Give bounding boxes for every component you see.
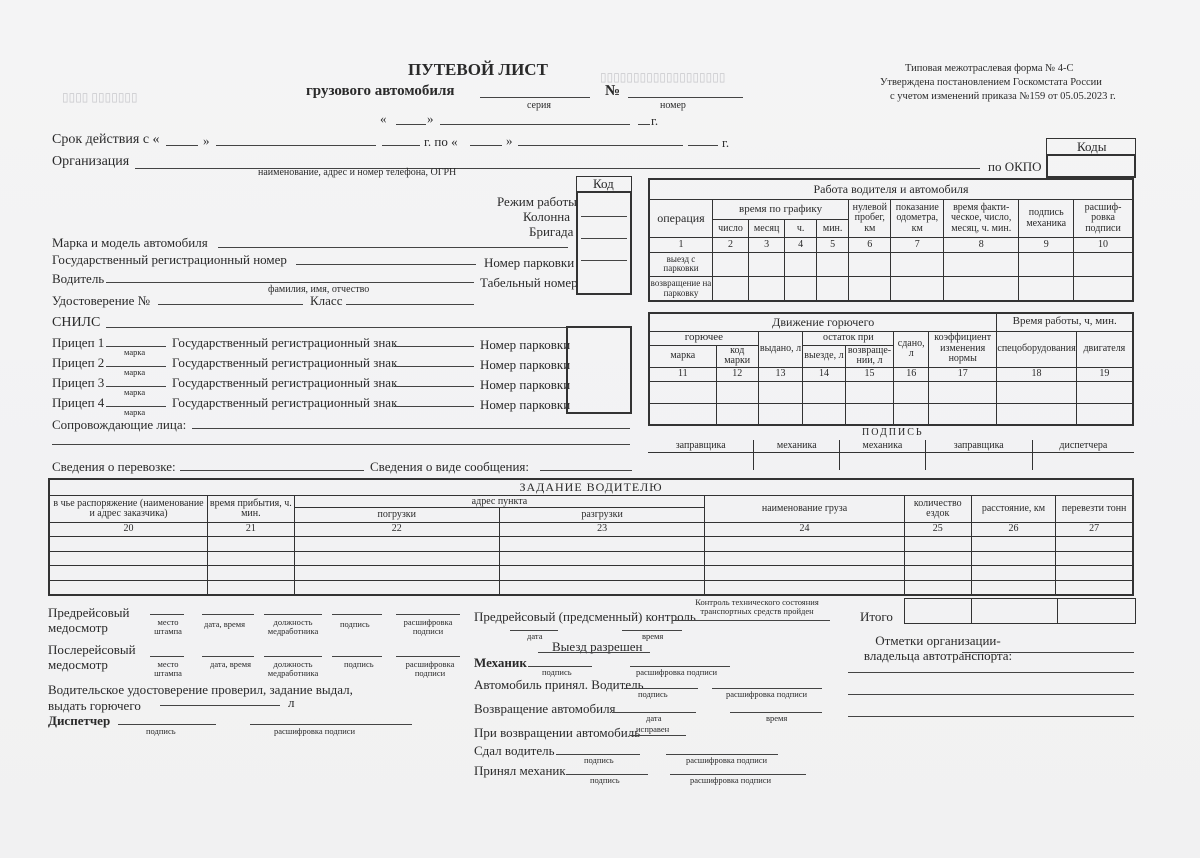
cell[interactable]	[49, 580, 208, 595]
premed-label: Предрейсовый медосмотр	[48, 605, 130, 635]
row-return: возвращение на парковку	[649, 277, 712, 301]
cell[interactable]	[499, 537, 704, 552]
hint-date: дата	[646, 713, 662, 723]
trailer4-number[interactable]	[394, 406, 474, 407]
park-number-label: Номер парковки	[480, 337, 571, 352]
marka-hint: марка	[124, 387, 146, 397]
hint-sign: подпись	[146, 726, 176, 736]
hint-decode: расшифровка подписи	[690, 775, 772, 785]
class-field[interactable]	[346, 304, 474, 305]
col-num: 8	[944, 238, 1019, 252]
page-title: ПУТЕВОЙ ЛИСТ	[408, 60, 548, 79]
marks-line[interactable]	[962, 652, 1134, 653]
kod-header: Код	[576, 176, 632, 192]
col-schedule: время по графику	[712, 199, 848, 219]
handed-driver-label: Сдал водитель	[474, 743, 555, 758]
postmed-label: Послерейсовый медосмотр	[48, 642, 136, 672]
hint-sign: подпись	[584, 755, 614, 765]
task-table	[48, 478, 1134, 596]
cell[interactable]	[849, 277, 891, 301]
cell[interactable]	[997, 381, 1076, 403]
bleed-text: ▯▯▯▯ ▯▯▯▯▯▯▯	[62, 90, 138, 104]
cell[interactable]	[845, 403, 894, 425]
sign-cell[interactable]	[925, 452, 1032, 470]
fuel-issue-field[interactable]	[160, 705, 280, 706]
cell[interactable]	[208, 566, 295, 581]
col-num: 26	[971, 522, 1056, 537]
tech-state-label: Контроль технического состояния транспортных средств пройден	[695, 597, 819, 616]
cell[interactable]	[49, 537, 208, 552]
message-info-field[interactable]	[540, 470, 632, 471]
cell[interactable]	[758, 381, 802, 403]
car-model-label: Марка и модель автомобиля	[52, 235, 208, 250]
okpo-label: по ОКПО	[988, 159, 1042, 174]
serviceable-label: исправен	[636, 724, 670, 734]
cell[interactable]	[944, 252, 1019, 276]
cell[interactable]	[712, 277, 748, 301]
sign-mechanic: механика	[754, 440, 840, 452]
cell[interactable]	[1074, 252, 1133, 276]
companions-field-2[interactable]	[52, 444, 630, 445]
premed-stamp[interactable]	[150, 614, 184, 615]
col-operation: операция	[649, 199, 712, 238]
kod-box[interactable]	[576, 191, 632, 295]
state-number-field[interactable]	[296, 264, 476, 265]
dispatcher-sign[interactable]	[118, 724, 216, 725]
signatures-table	[648, 440, 1134, 470]
trailer-code-box[interactable]	[566, 326, 632, 414]
col-num: 2	[712, 238, 748, 252]
gos-znak-label: Государственный регистрационный знак	[172, 375, 398, 390]
cell[interactable]	[294, 551, 499, 566]
cell[interactable]	[705, 566, 905, 581]
message-info-label: Сведения о виде сообщения:	[370, 459, 530, 474]
hint-position: должность медработника	[267, 617, 319, 636]
companions-field[interactable]	[192, 428, 630, 429]
col-day: число	[712, 220, 748, 238]
year-suffix: г.	[722, 135, 730, 150]
col-num: 18	[997, 367, 1076, 381]
col-tons: перевезти тонн	[1056, 496, 1133, 523]
snils-label: СНИЛС	[52, 315, 101, 330]
col-issued: выдано, л	[758, 331, 802, 367]
cell[interactable]	[803, 381, 845, 403]
col-month: месяц	[749, 220, 785, 238]
sign-refueler: заправщика	[925, 440, 1032, 452]
nomer-label: номер	[660, 100, 686, 111]
driver-hint: фамилия, имя, отчество	[268, 284, 370, 295]
hint-decode: расшифровка подписи	[726, 689, 808, 699]
cell[interactable]	[891, 252, 944, 276]
class-label: Класс	[310, 293, 343, 308]
col-num: 14	[803, 367, 845, 381]
cell[interactable]	[894, 403, 929, 425]
car-return-label: Возвращение автомобиля	[474, 701, 616, 716]
hint-sign: подпись	[542, 667, 572, 677]
transport-info-field[interactable]	[180, 470, 364, 471]
total-box[interactable]	[904, 598, 1136, 624]
hint-decode: расшифровка подписи	[405, 659, 455, 678]
col-num: 20	[49, 522, 208, 537]
col-zero-run: нулевой пробег, км	[849, 199, 891, 238]
cell[interactable]	[49, 551, 208, 566]
marka-hint: марка	[124, 407, 146, 417]
cell[interactable]	[499, 551, 704, 566]
col-num: 23	[499, 522, 704, 537]
state-number-label: Государственный регистрационный номер	[52, 252, 287, 267]
col-special: спецоборудования	[997, 331, 1076, 367]
trailer1-label: Прицеп 1	[52, 335, 105, 350]
cell[interactable]	[849, 252, 891, 276]
hint-sign: подпись	[590, 775, 620, 785]
gos-znak-label: Государственный регистрационный знак	[172, 355, 398, 370]
hint-place: место штампа	[154, 659, 182, 678]
cell[interactable]	[971, 566, 1056, 581]
col-num: 22	[294, 522, 499, 537]
col-customer: в чье распоряжение (наименование и адрес заказчика)	[49, 496, 208, 523]
license-field[interactable]	[158, 304, 303, 305]
col-code: код марки	[716, 345, 758, 367]
cell[interactable]	[1056, 566, 1133, 581]
park-number-label: Номер парковки	[480, 357, 571, 372]
cell[interactable]	[294, 580, 499, 595]
col-odometer: показание одометра, км	[891, 199, 944, 238]
fuel-title: Движение горючего	[649, 313, 997, 331]
fuel-table	[648, 312, 1134, 426]
sign-cell[interactable]	[648, 452, 754, 470]
col-num: 12	[716, 367, 758, 381]
dispatcher-decode[interactable]	[250, 724, 412, 725]
marks-label: Отметки организации-владельца автотранспорта:	[863, 633, 1013, 663]
col-num: 4	[785, 238, 817, 252]
cell[interactable]	[294, 537, 499, 552]
cell[interactable]	[649, 403, 716, 425]
bleed-text: ▯▯▯▯▯▯▯▯▯▯▯▯▯▯▯▯▯▯▯	[600, 70, 726, 84]
postmed-datetime[interactable]	[202, 656, 254, 657]
hint-sign: подпись	[638, 689, 668, 699]
marks-line[interactable]	[848, 716, 1134, 717]
dispatcher-label: Диспетчер	[48, 713, 111, 728]
marka-hint: марка	[124, 347, 146, 357]
col-min: мин.	[817, 220, 849, 238]
snils-field[interactable]	[106, 327, 631, 328]
col-coef: коэффициент изменения нормы	[929, 331, 997, 367]
col-decode: расшиф-ровка подписи	[1074, 199, 1133, 238]
cell[interactable]	[1076, 381, 1133, 403]
col-num: 16	[894, 367, 929, 381]
hint-time: время	[642, 631, 664, 641]
sign-dispatcher: диспетчера	[1032, 440, 1134, 452]
col-num: 19	[1076, 367, 1133, 381]
cell[interactable]	[705, 551, 905, 566]
postmed-position[interactable]	[264, 656, 322, 657]
cell[interactable]	[904, 566, 971, 581]
premed-position[interactable]	[264, 614, 322, 615]
form-name: Типовая межотраслевая форма № 4-С	[905, 63, 1074, 74]
organization-label: Организация	[52, 154, 130, 169]
col-num: 3	[749, 238, 785, 252]
col-marka: марка	[649, 345, 716, 367]
on-return-field[interactable]	[630, 735, 686, 736]
premed-decode[interactable]	[396, 614, 460, 615]
gos-znak-label: Государственный регистрационный знак	[172, 335, 398, 350]
hint-datetime: дата, время	[204, 619, 246, 629]
trailer2-label: Прицеп 2	[52, 355, 105, 370]
col-num: 21	[208, 522, 295, 537]
col-arrival: время прибытия, ч. мин.	[208, 496, 295, 523]
hint-decode: расшифровка подписи	[274, 726, 356, 736]
cell[interactable]	[971, 580, 1056, 595]
driver-field[interactable]	[106, 282, 474, 283]
gos-znak-label: Государственный регистрационный знак	[172, 395, 398, 410]
validity-to: г. по «	[424, 134, 458, 149]
car-accepted-label: Автомобиль принял. Водитель	[474, 677, 644, 692]
transport-info-label: Сведения о перевозке:	[52, 459, 176, 474]
pre-control-field[interactable]	[672, 620, 830, 621]
validity-month-field[interactable]	[216, 145, 376, 146]
trailer4-label: Прицеп 4	[52, 395, 105, 410]
cell[interactable]	[208, 551, 295, 566]
postmed-stamp[interactable]	[150, 656, 184, 657]
sign-mechanic: механика	[840, 440, 926, 452]
cell[interactable]	[1076, 403, 1133, 425]
cell[interactable]	[971, 551, 1056, 566]
trailer3-number[interactable]	[394, 386, 474, 387]
hint-decode: расшифровка подписи	[686, 755, 768, 765]
marks-line[interactable]	[848, 672, 1134, 673]
col-rest-exit: выезде, л	[803, 345, 845, 367]
cell[interactable]	[499, 580, 704, 595]
total-label: Итого	[860, 609, 893, 624]
cell[interactable]	[891, 277, 944, 301]
mode-label: Режим работы	[497, 194, 577, 209]
col-actual: время факти-ческое, число, месяц, ч. мин.	[944, 199, 1019, 238]
cell[interactable]	[749, 277, 785, 301]
cell[interactable]	[1019, 252, 1074, 276]
hint-decode: расшифровка подписи	[403, 617, 453, 636]
license-label: Удостоверение №	[52, 293, 151, 308]
col-num: 5	[817, 238, 849, 252]
quote: »	[506, 133, 513, 148]
cell[interactable]	[758, 403, 802, 425]
col-num: 1	[649, 238, 712, 252]
col-rest: остаток при	[803, 331, 894, 345]
cell[interactable]	[904, 580, 971, 595]
number-sign: №	[605, 83, 621, 99]
hint-position: должность медработника	[267, 659, 319, 678]
checked-label: Водительское удостоверение проверил, задание выдал, выдать горючего	[48, 682, 353, 713]
liters-label: л	[288, 695, 295, 710]
car-model-field[interactable]	[218, 247, 568, 248]
premed-datetime[interactable]	[202, 614, 254, 615]
col-mech-sign: подпись механика	[1019, 199, 1074, 238]
cell[interactable]	[845, 381, 894, 403]
col-num: 24	[705, 522, 905, 537]
col-unloading: разгрузки	[499, 508, 704, 523]
marks-line[interactable]	[848, 694, 1134, 695]
cell[interactable]	[712, 252, 748, 276]
col-num: 27	[1056, 522, 1133, 537]
trailer2-number[interactable]	[394, 366, 474, 367]
on-return-label: При возвращении автомобиль	[474, 725, 641, 740]
col-num: 11	[649, 367, 716, 381]
col-engine: двигателя	[1076, 331, 1133, 367]
cell[interactable]	[803, 403, 845, 425]
validity-to-year[interactable]	[688, 145, 718, 146]
col-num: 15	[845, 367, 894, 381]
park-number-label: Номер парковки	[480, 377, 571, 392]
cell[interactable]	[1074, 277, 1133, 301]
trailer3-label: Прицеп 3	[52, 375, 105, 390]
col-rides: количество ездок	[904, 496, 971, 523]
form-amend: с учетом изменений приказа №159 от 05.05.2023 г.	[890, 91, 1116, 102]
cell[interactable]	[894, 381, 929, 403]
driver-label: Водитель	[52, 271, 105, 286]
col-distance: расстояние, км	[971, 496, 1056, 523]
codes-header: Коды	[1046, 138, 1136, 155]
cell[interactable]	[1056, 551, 1133, 566]
validity-to-day[interactable]	[470, 145, 502, 146]
park-number-label: Номер парковки	[484, 255, 575, 270]
seria-label: серия	[527, 100, 551, 111]
trailer1-number[interactable]	[394, 346, 474, 347]
cell[interactable]	[929, 403, 997, 425]
col-num: 6	[849, 238, 891, 252]
cell[interactable]	[716, 403, 758, 425]
cell[interactable]	[208, 580, 295, 595]
column-label: Колонна	[523, 209, 571, 224]
validity-year-field[interactable]	[382, 145, 420, 146]
mechanic-label: Механик	[474, 655, 527, 670]
col-rest-return: возвраще-нии, л	[845, 345, 894, 367]
work-title: Работа водителя и автомобиля	[649, 179, 1133, 199]
cell[interactable]	[785, 252, 817, 276]
cell[interactable]	[499, 566, 704, 581]
cell[interactable]	[716, 381, 758, 403]
tab-number-label: Табельный номер	[480, 275, 578, 290]
exit-allowed-label: Выезд разрешен	[552, 639, 643, 654]
col-num: 7	[891, 238, 944, 252]
col-address: адрес пункта	[294, 496, 705, 508]
pre-control-label: Предрейсовый (предсменный) контроль	[474, 609, 696, 624]
sign-cell[interactable]	[840, 452, 926, 470]
task-title: ЗАДАНИЕ ВОДИТЕЛЮ	[49, 479, 1133, 496]
page-subtitle: грузового автомобиля	[306, 83, 455, 99]
org-hint: наименование, адрес и номер телефона, ОГРН	[258, 167, 457, 178]
companions-label: Сопровождающие лица:	[52, 417, 187, 432]
cell[interactable]	[705, 580, 905, 595]
fuel-work-time: Время работы, ч, мин.	[997, 313, 1133, 331]
cell[interactable]	[817, 252, 849, 276]
cell[interactable]	[944, 277, 1019, 301]
validity-label: Срок действия с «	[52, 132, 160, 147]
col-handed: сдано, л	[894, 331, 929, 367]
sign-refueler: заправщика	[648, 440, 754, 452]
hint-date: дата	[527, 631, 543, 641]
postmed-sign[interactable]	[332, 656, 382, 657]
year-suffix: г.	[651, 113, 659, 128]
premed-sign[interactable]	[332, 614, 382, 615]
accepted-mech-label: Принял механик	[474, 763, 566, 778]
cell[interactable]	[997, 403, 1076, 425]
form-approved: Утверждена постановлением Госкомстата России	[880, 77, 1102, 88]
park-number-label: Номер парковки	[480, 397, 571, 412]
row-exit: выезд с парковки	[649, 252, 712, 276]
signatures-title: ПОДПИСЬ	[862, 427, 924, 438]
brigade-label: Бригада	[529, 224, 574, 239]
validity-day-field[interactable]	[166, 145, 198, 146]
cell[interactable]	[749, 252, 785, 276]
quote: «	[380, 111, 387, 126]
col-num: 13	[758, 367, 802, 381]
hint-time: время	[766, 713, 788, 723]
cell[interactable]	[785, 277, 817, 301]
cell[interactable]	[971, 537, 1056, 552]
cell[interactable]	[904, 551, 971, 566]
col-num: 17	[929, 367, 997, 381]
sign-cell[interactable]	[754, 452, 840, 470]
sign-cell[interactable]	[1032, 452, 1134, 470]
cell[interactable]	[208, 537, 295, 552]
quote: »	[427, 111, 434, 126]
col-hour: ч.	[785, 220, 817, 238]
work-table	[648, 178, 1134, 302]
col-cargo: наименование груза	[705, 496, 905, 523]
col-num: 10	[1074, 238, 1133, 252]
cell[interactable]	[649, 381, 716, 403]
col-loading: погрузки	[294, 508, 499, 523]
quote: »	[203, 133, 210, 148]
col-fuel: горючее	[649, 331, 758, 345]
okpo-code-box[interactable]	[1046, 154, 1136, 178]
col-num: 9	[1019, 238, 1074, 252]
hint-decode: расшифровка подписи	[636, 667, 718, 677]
hint-datetime: дата, время	[210, 659, 252, 669]
hint-sign: подпись	[344, 659, 374, 669]
exit-allowed-line[interactable]	[538, 652, 650, 653]
hint-sign: подпись	[340, 619, 370, 629]
cell[interactable]	[294, 566, 499, 581]
cell[interactable]	[1019, 277, 1074, 301]
validity-to-month[interactable]	[518, 145, 683, 146]
cell[interactable]	[1056, 580, 1133, 595]
hint-place: место штампа	[154, 617, 182, 636]
marka-hint: марка	[124, 367, 146, 377]
cell[interactable]	[705, 537, 905, 552]
col-num: 25	[904, 522, 971, 537]
postmed-decode[interactable]	[396, 656, 460, 657]
cell[interactable]	[929, 381, 997, 403]
cell[interactable]	[1056, 537, 1133, 552]
cell[interactable]	[49, 566, 208, 581]
cell[interactable]	[904, 537, 971, 552]
cell[interactable]	[817, 277, 849, 301]
